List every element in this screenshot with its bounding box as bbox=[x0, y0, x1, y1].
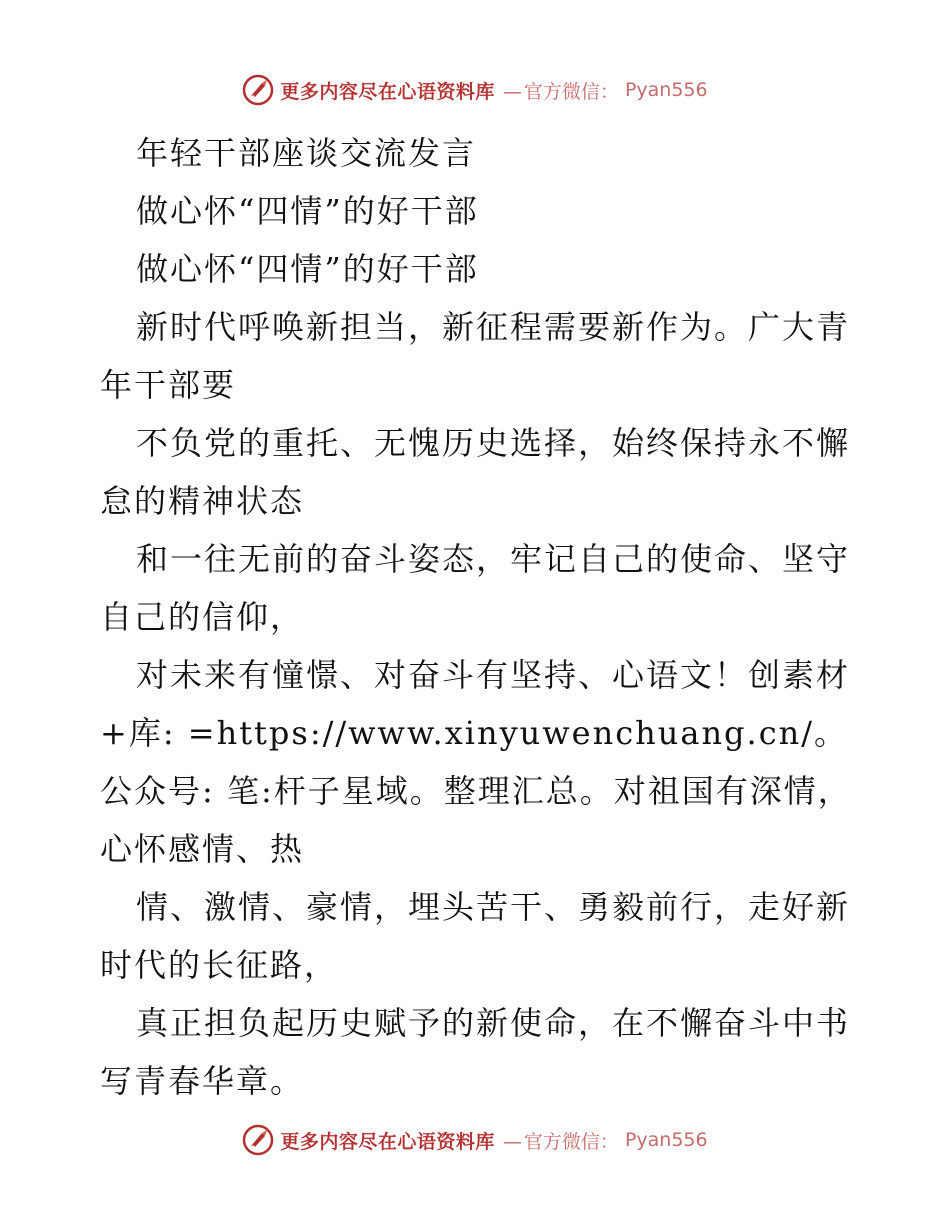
quill-logo-icon bbox=[242, 1124, 274, 1156]
footer-banner-title: 更多内容尽在心语资料库 bbox=[280, 1130, 495, 1153]
document-body bbox=[100, 124, 860, 1110]
quill-logo-icon bbox=[242, 74, 274, 106]
doc-paragraph: 和一往无前的奋斗姿态，牢记自己的使命、坚守自己的信仰， bbox=[100, 540, 851, 636]
footer-banner-dash: — bbox=[502, 1130, 522, 1153]
doc-paragraph: 不负党的重托、无愧历史选择，始终保持永不懈怠的精神状态 bbox=[100, 424, 851, 520]
doc-paragraph: 新时代呼唤新担当，新征程需要新作为。广大青年干部要 bbox=[100, 308, 851, 404]
doc-paragraph: 真正担负起历史赋予的新使命，在不懈奋斗中书写青春华章。 bbox=[100, 1004, 851, 1100]
footer-banner-label: 官方微信： bbox=[523, 1130, 619, 1153]
header-banner-dash: — bbox=[502, 80, 522, 103]
doc-paragraph: 情、激情、豪情，埋头苦干、勇毅前行，走好新时代的长征路， bbox=[100, 888, 851, 984]
page-header bbox=[0, 70, 950, 110]
footer-wechat-id: Pyan556 bbox=[624, 1129, 708, 1151]
header-banner bbox=[242, 74, 707, 106]
header-banner-side bbox=[501, 77, 619, 104]
page-footer bbox=[0, 1120, 950, 1160]
footer-banner-side bbox=[501, 1127, 619, 1154]
doc-subtitle: 做心怀“四情”的好干部 bbox=[136, 192, 479, 230]
footer-banner bbox=[242, 1124, 707, 1156]
header-wechat-id: Pyan556 bbox=[624, 79, 708, 101]
doc-subtitle-repeat: 做心怀“四情”的好干部 bbox=[136, 250, 479, 288]
doc-paragraph: 对未来有憧憬、对奋斗有坚持、心语文！创素材+库: =https://www.xinyuwenchuang.cn/。公众号: 笔:杆子星域。整理汇总。对祖国有深情，心怀感情、热 bbox=[100, 656, 852, 868]
header-banner-title: 更多内容尽在心语资料库 bbox=[280, 80, 495, 103]
doc-title: 年轻干部座谈交流发言 bbox=[136, 134, 477, 172]
header-banner-label: 官方微信： bbox=[523, 80, 619, 103]
